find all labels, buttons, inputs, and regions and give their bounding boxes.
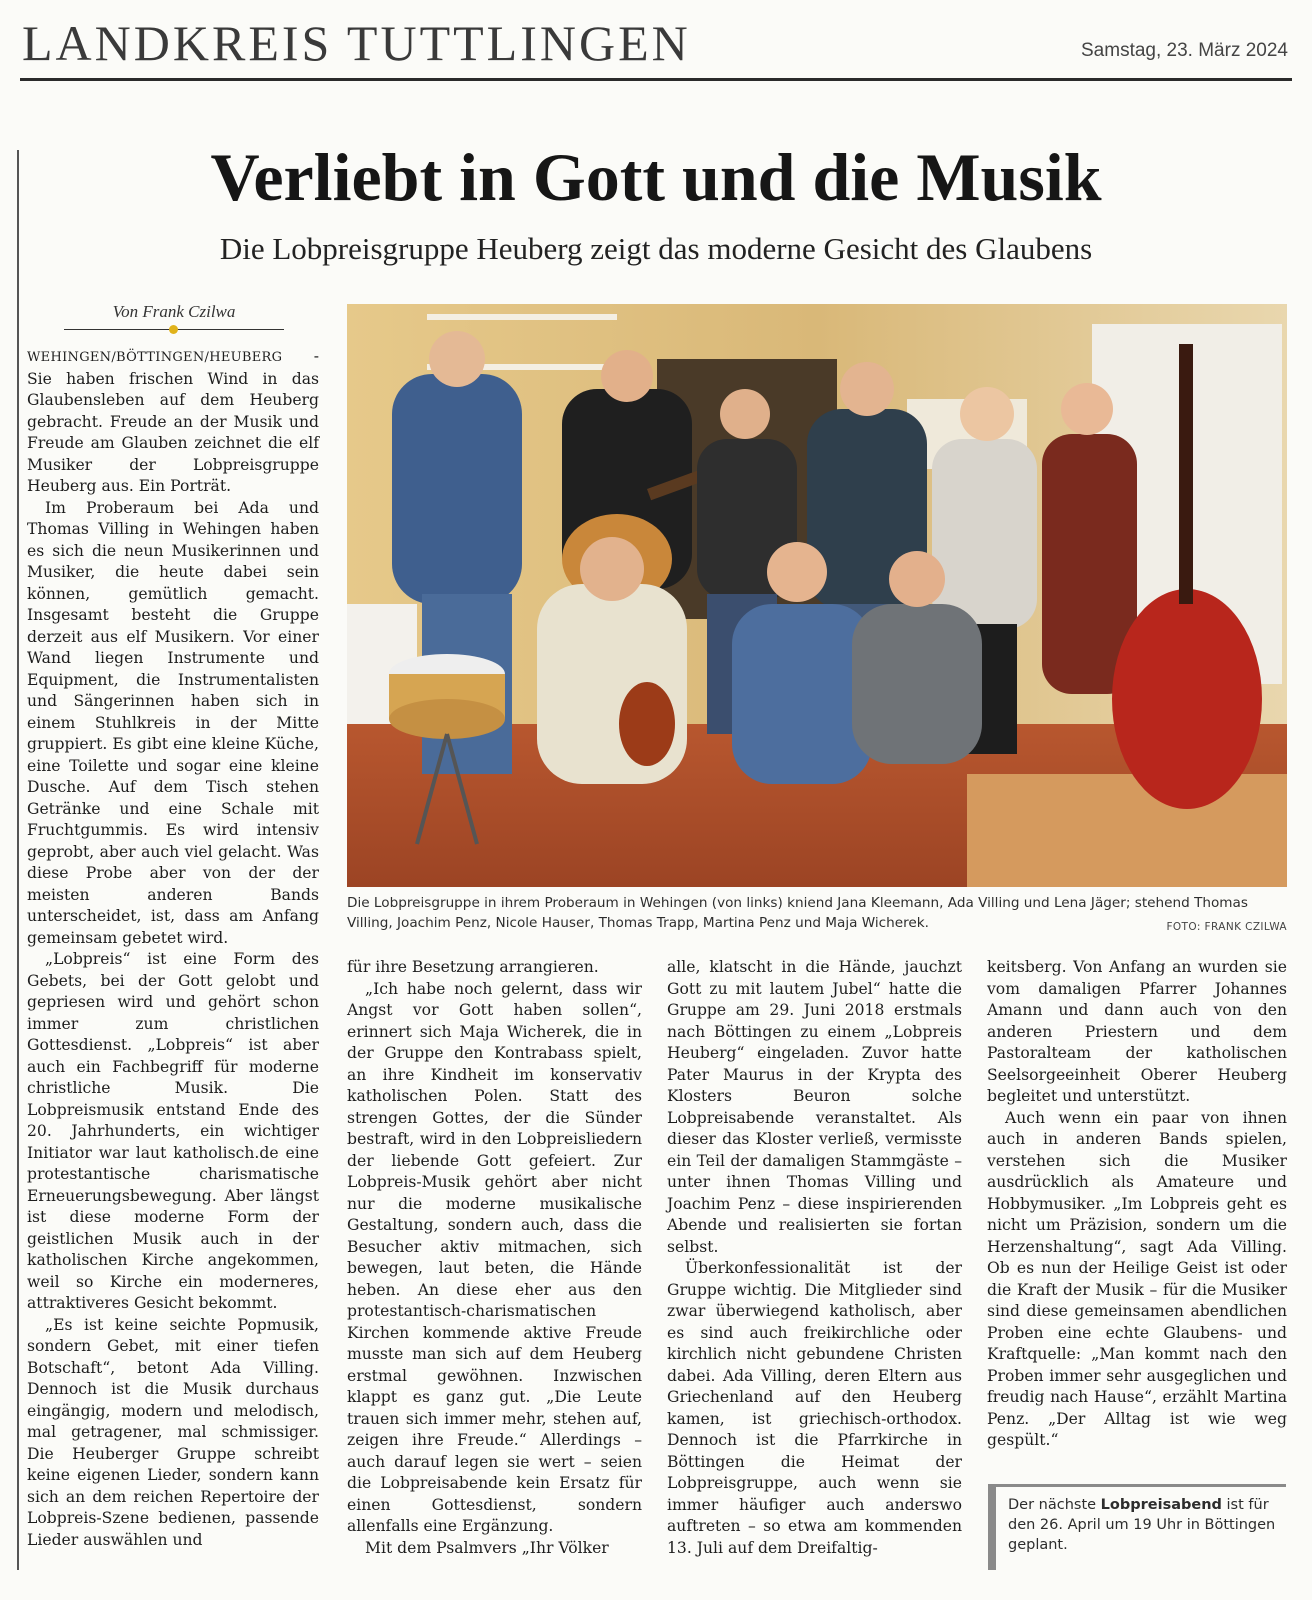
- header-rule: [20, 78, 1292, 81]
- dateline: WEHINGEN/BÖTTINGEN/HEUBERG: [27, 350, 283, 365]
- paragraph: „Es ist keine seichte Popmusik, sondern Gebet, mit einer tiefen Botschaft“, betont Ada Villing. Dennoch ist die Musik durchaus eingängig, modern und melodisch, mal getragener, mal schmissiger. Die Heuberger Gruppe schreibt keine eigenen Lieder, sondern kann sich an dem reichen Repertoire der Lobpreis-Szene bedienen, passende Lieder auswählen und: [27, 1315, 319, 1549]
- paragraph: für ihre Besetzung arrangieren.: [347, 958, 599, 976]
- paragraph: Im Proberaum bei Ada und Thomas Villing in Wehingen haben es sich die neun Musikerinnen und Musiker, die heute dabei sein können, gemütlich gemacht. Insgesamt besteht die Gruppe derzeit aus elf Musikern. Vor einer Wand liegen Instrumente und Equipment, die Instrumentalisten und Sängerinnen haben sich in einem Stuhlkreis in der Mitte gruppiert. Es gibt eine kleine Küche, eine Toilette und sogar eine kleine Dusche. Auf dem Tisch stehen Getränke und eine Schale mit Fruchtgummis. Es wird intensiv geprobt, aber auch viel gelacht. Was diese Probe aber von der der meisten anderen Bands unterscheidet, ist, dass am Anfang gemeinsam gebetet wird.: [27, 498, 319, 947]
- issue-date: Samstag, 23. März 2024: [1081, 40, 1288, 61]
- byline: Von Frank Czilwa: [112, 302, 236, 321]
- paragraph: Auch wenn ein paar von ihnen auch in anderen Bands spielen, verstehen sich die Musiker ausdrücklich als Amateure und Hobbymusiker. „Im Lobpreis geht es nicht um Präzision, sondern um die Herzenshaltung“, sagt Ada Villing. Ob es nun der Heilige Geist ist oder die Kraft der Musik – für die Musiker sind diese gemeinsamen abendlichen Proben eine echte Glaubens- und Kraftquelle: „Man kommt nach den Proben immer sehr ausgeglichen und freudig nach Hause“, erzählt Martina Penz. „Der Alltag ist wie weg gespült.“: [987, 1108, 1287, 1449]
- column-rule: [17, 150, 19, 1570]
- photo-caption: [347, 893, 1287, 937]
- paragraph: „Ich habe noch gelernt, dass wir Angst vor Gott haben sollen“, erinnert sich Maja Wicherek, die in der Gruppe den Kontrabass spielt, an ihre Kindheit im konservativ katholischen Polen. Statt des strengen Gottes, der die Sünder bestraft, wird in den Lobpreisliedern der liebende Gott gefeiert. Zur Lobpreis-Musik gehört aber nicht nur die moderne musikalische Gestaltung, sondern auch, dass die Besucher aktiv mitmachen, sich bewegen, laut beten, die Hände heben. An diese eher aus den protestantisch-charismatischen Kirchen kommende aktive Freude musste man sich auf dem Heuberg erstmal gewöhnen. Inzwischen klappt es ganz gut. „Die Leute trauen sich immer mehr, stehen auf, zeigen ihre Freude.“ Allerdings – auch darauf legen sie wert – seien die Lobpreisabende kein Ersatz für einen Gottesdienst, sondern allenfalls eine Ergänzung.: [347, 979, 642, 1535]
- info-text-after: ist für den 26. April um 19 Uhr in Böttingen geplant.: [1008, 1497, 1276, 1553]
- byline-dot: [169, 325, 178, 334]
- group-photo: [347, 304, 1287, 887]
- info-box: [988, 1484, 1286, 1570]
- paragraph: „Lobpreis“ ist eine Form des Gebets, bei der Gott gelobt und gepriesen wird und gehört schon immer zum christlichen Gottesdienst. „Lobpreis“ ist aber auch ein Fachbegriff für moderne christliche Musik. Die Lobpreismusik entstand Ende des 20. Jahrhunderts, ein wichtiger Initiator war laut katholisch.de eine protestantische charismatische Erneuerungsbewegung. Aber längst ist diese moderne Form der geistlichen Musik auch in der katholischen Kirche angekommen, weil so Kirche ein moderneres, attraktiveres Gesicht bekommt.: [27, 950, 319, 1312]
- paragraph: Überkonfessionalität ist der Gruppe wichtig. Die Mitglieder sind zwar überwiegend katholisch, aber es sind auch freikirchliche oder kirchlich nicht gebundene Christen dabei. Ada Villing, deren Eltern aus Griechenland auf den Heuberg kamen, ist griechisch-orthodox. Dennoch ist die Pfarrkirche in Böttingen die Heimat der Lobpreisgruppe, auch wenn sie immer häufiger auch anderswo auftreten – so etwa am kommenden 13. Juli auf dem Dreifaltig-: [667, 1259, 962, 1557]
- info-text-before: Der nächste: [1008, 1497, 1101, 1513]
- info-text-bold: Lobpreisabend: [1100, 1497, 1222, 1513]
- photo-violin: [619, 682, 675, 766]
- caption-text: Die Lobpreisgruppe in ihrem Proberaum in Wehingen (von links) kniend Jana Kleemann, Ada Villing und Lena Jäger; stehend Thomas Villing, Joachim Penz, Nicole Hauser, Thomas Trapp, Martina Penz und Maja Wicherek.: [347, 895, 1248, 931]
- article-column-3: [667, 957, 962, 1559]
- article-column-2: [347, 957, 642, 1559]
- lead-paragraph: [27, 346, 319, 498]
- subheadline: Die Lobpreisgruppe Heuberg zeigt das moderne Gesicht des Glaubens: [219, 231, 1093, 266]
- paragraph: Mit dem Psalmvers „Ihr Völker: [365, 1538, 609, 1557]
- paragraph: keitsberg. Von Anfang an wurden sie vom damaligen Pfarrer Johannes Amann und dann auch von den anderen Priestern und dem Pastoralteam der katholischen Seelsorgeeinheit Oberer Heuberg begleitet und unterstützt.: [987, 958, 1287, 1105]
- headline: Verliebt in Gott und die Musik: [210, 139, 1102, 215]
- article-column-4: [987, 957, 1287, 1452]
- lead-text: - Sie haben frischen Wind in das Glaubensleben auf dem Heuberg gebracht. Freude an der Musik und Freude am Glauben zeichnet die elf Musiker der Lobpreisgruppe Heuberg aus. Ein Porträt.: [27, 347, 319, 495]
- paragraph: alle, klatscht in die Hände, jauchzt Gott zu mit lautem Jubel“ hatte die Gruppe am 29. Juni 2018 erstmals nach Böttingen zu einem „Lobpreis Heuberg“ eingeladen. Zuvor hatte Pater Maurus in der Krypta des Klosters Beuron solche Lobpreisabende veranstaltet. Als dieser das Kloster verließ, vermisste ein Teil der damaligen Stammgäste – unter ihnen Thomas Villing und Joachim Penz – diese inspirierenden Abende und realisierten sie fortan selbst.: [667, 958, 962, 1256]
- photo-shelf: [427, 314, 617, 320]
- photo-wood-floor: [967, 774, 1287, 887]
- section-title: LANDKREIS TUTTLINGEN: [22, 15, 691, 71]
- photo-credit: FOTO: FRANK CZILWA: [1166, 921, 1287, 933]
- article-column-1: [27, 346, 319, 1551]
